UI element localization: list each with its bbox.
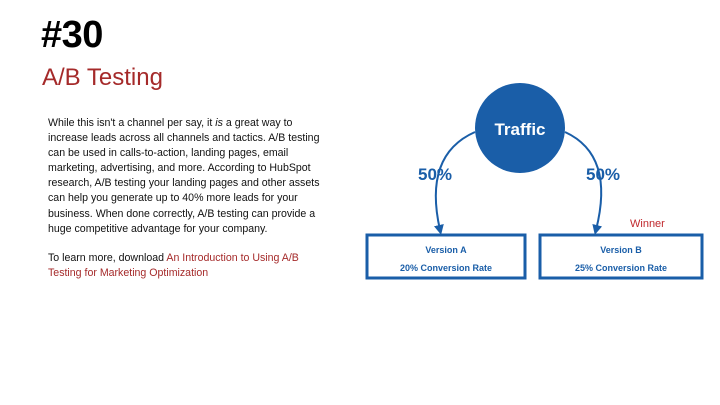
winner-label: Winner (630, 218, 665, 230)
version-a-name: Version A (425, 245, 467, 255)
version-b-name: Version B (600, 245, 642, 255)
learn-more-text: To learn more, download (48, 251, 167, 264)
paragraph-intro (48, 116, 333, 237)
slide-number: #30 (41, 14, 103, 56)
paragraph-learn-more (48, 251, 333, 281)
body-text (48, 116, 333, 295)
slide-title: A/B Testing (42, 64, 163, 91)
right-percent: 50% (586, 165, 621, 184)
intro-text-after: a great way to increase leads across all channels and tactics. A/B testing can be used in calls-to-action, landing pages, email marketing, advertising, and more. According to HubSpot research, A/B testing your landing pages and other assets can help you generate up to 40% more leads for your business. When done correctly, A/B testing can provide a huge competitive advantage for your company. (48, 117, 320, 235)
ab-testing-diagram (355, 80, 715, 310)
version-b-rate: 25% Conversion Rate (574, 263, 668, 273)
left-percent: 50% (418, 165, 453, 184)
traffic-label: Traffic (494, 120, 546, 139)
intro-text-before: While this isn't a channel per say, it (48, 117, 216, 129)
download-link[interactable]: An Introduction to Using A/B Testing for Marketing Optimization (48, 251, 299, 279)
intro-emphasis: is (215, 117, 223, 129)
version-a-rate: 20% Conversion Rate (399, 263, 493, 273)
